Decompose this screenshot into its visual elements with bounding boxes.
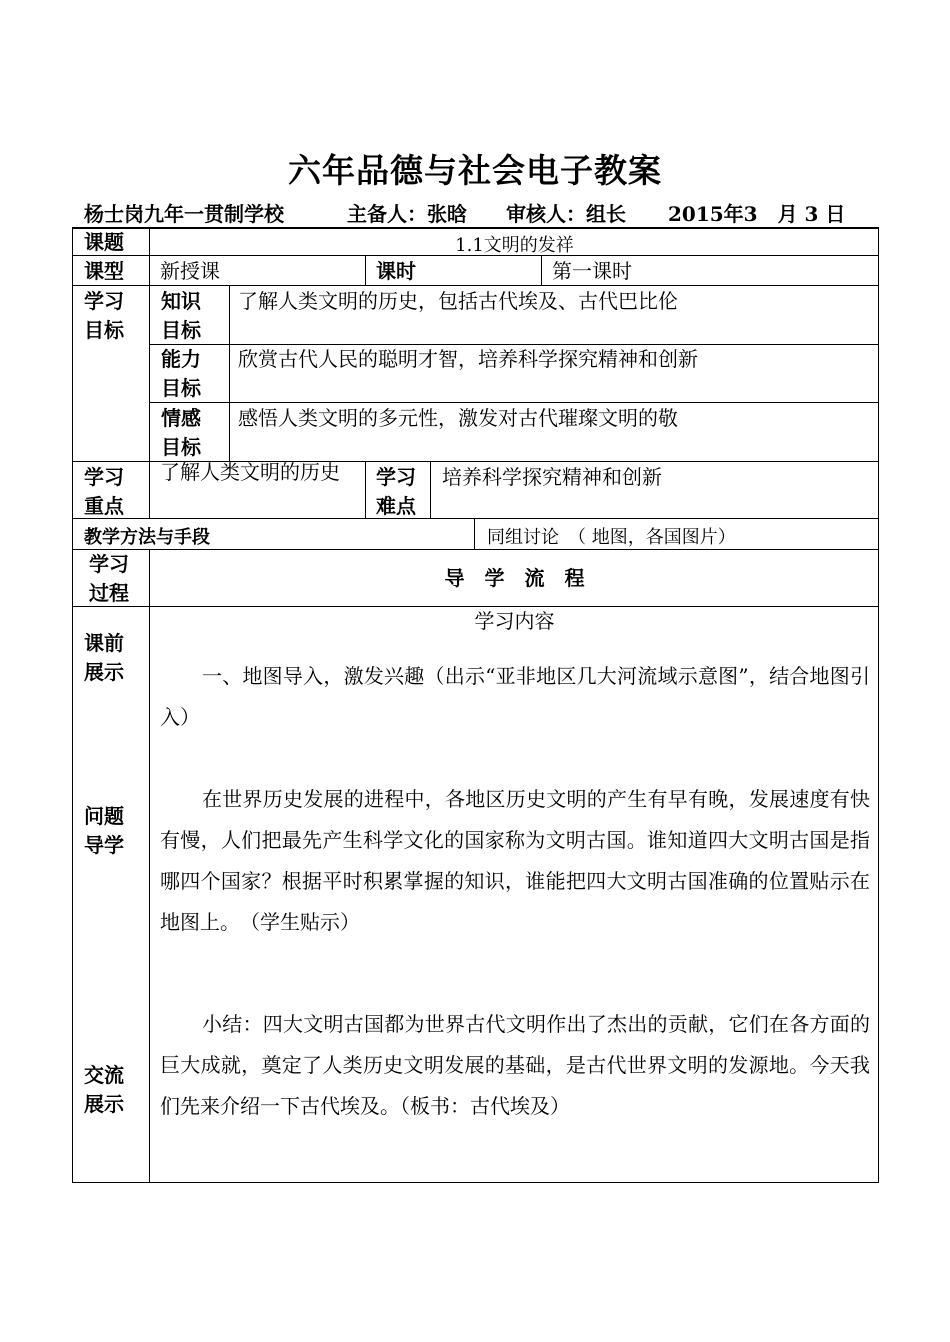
knowledge-objective-text: 了解人类文明的历史，包括古代埃及、古代巴比伦 — [238, 289, 678, 313]
ability-objective-label: 能力目标 — [161, 347, 201, 400]
table-rule — [149, 227, 150, 518]
table-rule — [474, 518, 475, 549]
key-point-label: 学习重点 — [84, 465, 124, 518]
process-header: 导 学 流 程 — [444, 566, 585, 590]
date: 2015年3 月 3 日 — [668, 202, 846, 226]
table-rule — [541, 255, 542, 285]
content-header: 学习内容 — [474, 609, 555, 633]
type-value: 新授课 — [160, 259, 220, 283]
difficulty-label: 学习难点 — [376, 465, 416, 518]
type-label: 课型 — [84, 259, 124, 283]
method-value: 同组讨论 （ 地图，各国图片） — [487, 527, 736, 548]
objectives-label: 学习目标 — [84, 289, 124, 342]
knowledge-objective-label: 知识目标 — [161, 289, 201, 342]
process-label: 学习过程 — [89, 552, 129, 605]
emotion-objective-text: 感悟人类文明的多元性，激发对古代璀璨文明的敬 — [238, 406, 678, 430]
side-label-preview: 课前展示 — [84, 631, 124, 684]
table-border-right — [878, 227, 879, 1183]
method-label: 教学方法与手段 — [84, 527, 210, 548]
paragraph-summary: 小结：四大文明古国都为世界古代文明作出了杰出的贡献，它们在各方面的巨大成就，奠定了人类历史文明发展的基础，是古代世界文明的发源地。今天我们先来介绍一下古代埃及。（板书：古代埃及） — [160, 1012, 870, 1118]
paragraph-ancient-civilizations: 在世界历史发展的进程中，各地区历史文明的产生有早有晚，发展速度有快有慢，人们把最先产生科学文化的国家称为文明古国。谁知道四大文明古国是指哪四个国家？根据平时积累掌握的知识，谁能把四大文明古国准确的位置贴示在地图上。 （学生贴示） — [160, 787, 870, 934]
side-label-exchange: 交流展示 — [84, 1063, 124, 1116]
table-rule — [365, 255, 366, 285]
table-rule — [229, 285, 230, 461]
topic-value: 1.1文明的发祥 — [455, 235, 574, 256]
topic-label: 课题 — [84, 230, 124, 254]
table-border-bottom — [72, 1182, 879, 1183]
period-label: 课时 — [376, 259, 416, 283]
reviewer: 审核人：组长 — [506, 202, 626, 226]
ability-objective-text: 欣赏古代人民的聪明才智，培养科学探究精神和创新 — [238, 347, 698, 371]
table-rule — [149, 549, 150, 1183]
paragraph-map-intro: 一、地图导入，激发兴趣（出示“亚非地区几大河流域示意图”，结合地图引入） — [160, 664, 870, 729]
table-rule — [72, 518, 879, 519]
table-rule — [430, 461, 431, 518]
table-border-top — [72, 227, 879, 229]
preparer: 主备人：张晗 — [347, 202, 467, 226]
table-rule — [72, 549, 879, 550]
difficulty-value: 培养科学探究精神和创新 — [442, 465, 662, 489]
document-title: 六年品德与社会电子教案 — [288, 151, 662, 190]
emotion-objective-label: 情感目标 — [161, 406, 201, 459]
school-name: 杨士岗九年一贯制学校 — [84, 202, 284, 226]
table-border-left — [72, 227, 73, 1183]
period-value: 第一课时 — [552, 259, 632, 283]
key-point-value: 了解人类文明的历史 — [160, 460, 340, 484]
table-rule — [150, 402, 879, 403]
table-rule — [365, 461, 366, 518]
side-label-guided-questions: 问题导学 — [84, 804, 124, 857]
